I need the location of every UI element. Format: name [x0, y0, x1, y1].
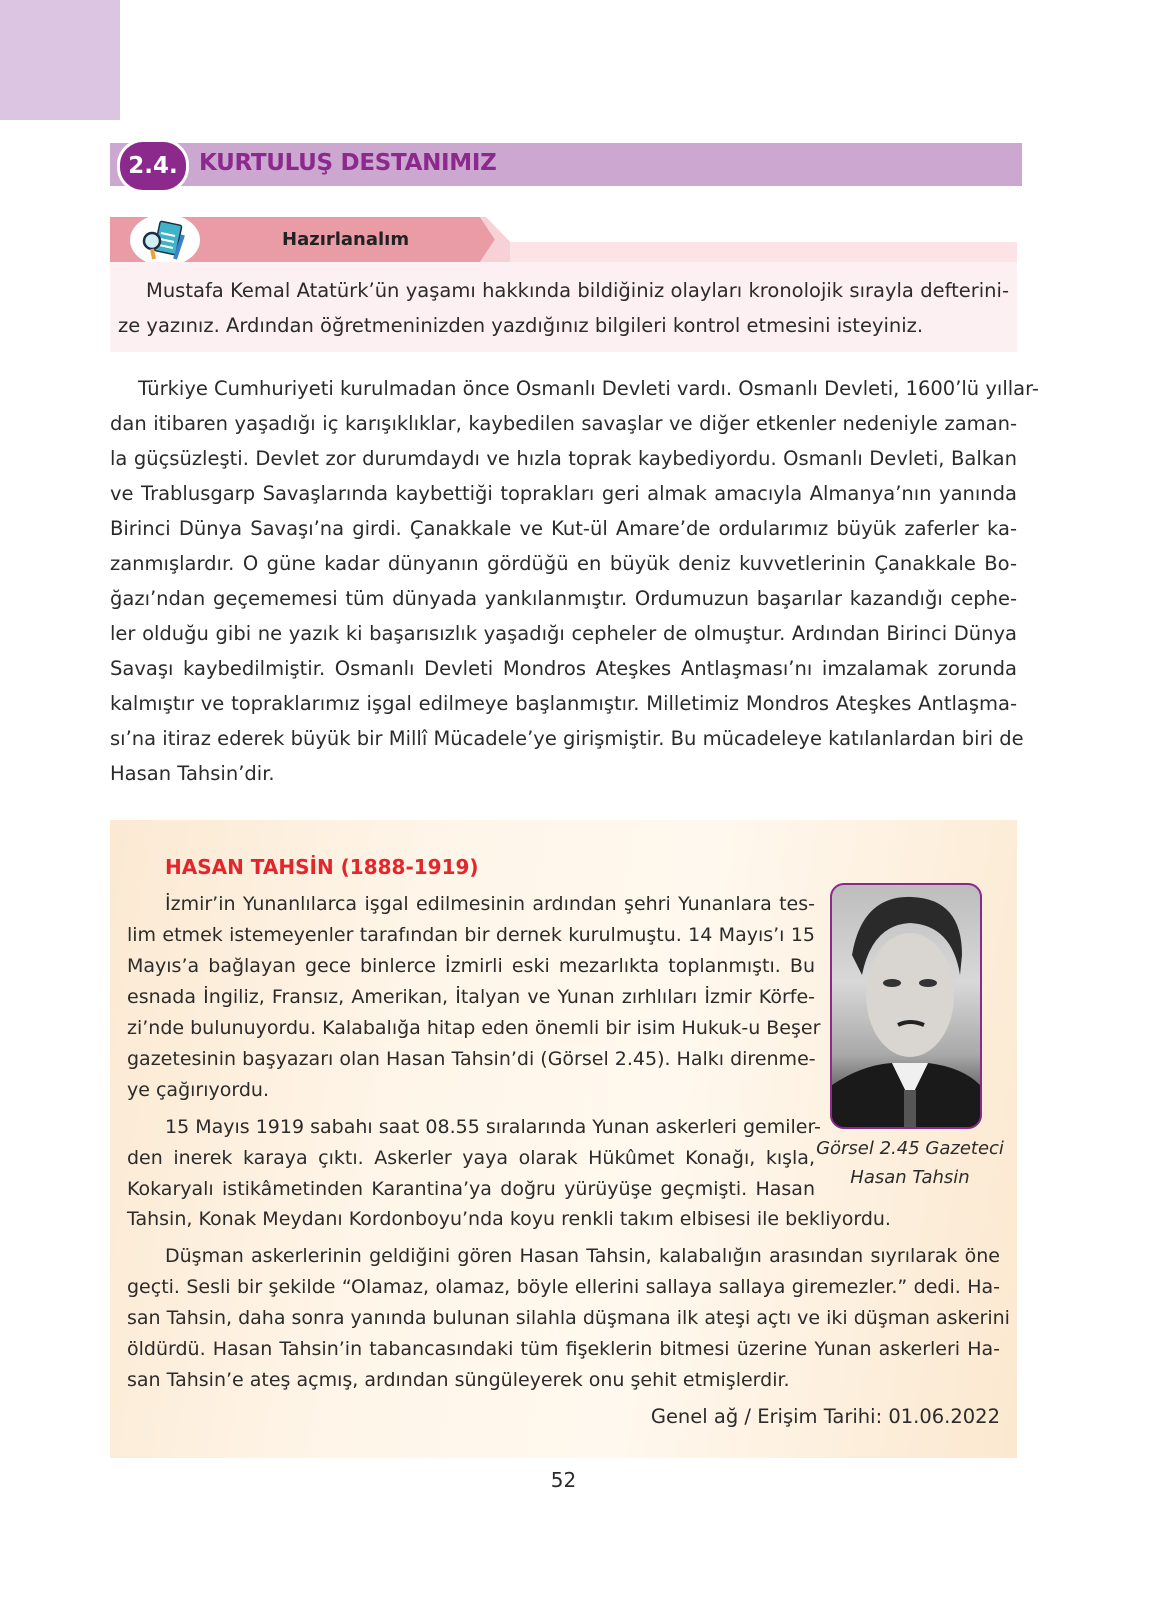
- text-line: ze yazınız. Ardından öğretmeninizden yazdığınız bilgileri kontrol etmesini isteyiniz.: [118, 314, 924, 337]
- page-number: 52: [550, 1468, 577, 1492]
- caption-line: Görsel 2.45 Gazeteci: [816, 1138, 1004, 1159]
- text-line: Savaşı kaybedilmiştir. Osmanlı Devleti Mondros Ateşkes Antlaşması’nı imzalamak zorunda: [110, 657, 1017, 680]
- source-citation: Genel ağ / Erişim Tarihi: 01.06.2022: [650, 1405, 1000, 1428]
- info-box-title: HASAN TAHSİN (1888-1919): [165, 855, 479, 879]
- text-line: geçti. Sesli bir şekilde “Olamaz, olamaz, böyle ellerini sallaya sallaya giremezler.” dedi. Ha-: [127, 1276, 1000, 1298]
- text-line: ler olduğu gibi ne yazık ki başarısızlık yaşadığı cepheler de olmuştur. Ardından Birinci Dünya: [110, 622, 1017, 645]
- text-line: Birinci Dünya Savaşı’na girdi. Çanakkale ve Kut-ül Amare’de ordularımız büyük zaferler ka-: [110, 517, 1017, 540]
- text-line: ve Trablusgarp Savaşlarında kaybettiği toprakları geri almak amacıyla Almanya’nın yanında: [110, 482, 1017, 505]
- prepare-box: [110, 262, 1017, 352]
- text-line: dan itibaren yaşadığı iç karışıklıklar, kaybedilen savaşlar ve diğer etkenler nedeniyle zaman-: [110, 412, 1017, 435]
- notebook-magnifier-icon: [130, 214, 200, 266]
- text-line: lim etmek istemeyenler tarafından bir dernek kurulmuştu. 14 Mayıs’ı 15: [127, 924, 815, 946]
- caption-line: Hasan Tahsin: [850, 1167, 970, 1188]
- photo-caption: [812, 1134, 1008, 1192]
- text-line: la güçsüzleşti. Devlet zor durumdaydı ve hızla toprak kaybediyordu. Osmanlı Devleti, Balkan: [110, 447, 1017, 470]
- prepare-label: Hazırlanalım: [282, 229, 410, 250]
- text-line: ğazı’ndan geçememesi tüm dünyada yankılanmıştır. Ordumuzun başarılar kazandığı cephe-: [110, 587, 1017, 610]
- text-line: 15 Mayıs 1919 sabahı saat 08.55 sıralarında Yunan askerleri gemiler-: [165, 1116, 821, 1138]
- text-line: zi’nde bulunuyordu. Kalabalığa hitap eden önemli bir isim Hukuk-u Beşer: [127, 1017, 821, 1039]
- text-line: Hasan Tahsin’dir.: [110, 762, 275, 785]
- text-line: san Tahsin’e ateş açmış, ardından süngüleyerek onu şehit etmişlerdir.: [127, 1369, 790, 1391]
- text-line: den inerek karaya çıktı. Askerler yaya olarak Hükûmet Konağı, kışla,: [127, 1147, 815, 1169]
- text-line: Düşman askerlerinin geldiğini gören Hasan Tahsin, kalabalığın arasından sıyrılarak öne: [165, 1245, 1000, 1267]
- text-line: ye çağırıyordu.: [127, 1079, 269, 1101]
- text-line: İzmir’in Yunanlılarca işgal edilmesinin ardından şehri Yunanlara tes-: [165, 893, 815, 915]
- text-line: Kokaryalı istikâmetinden Karantina’ya doğru yürüyüşe geçmişti. Hasan: [127, 1178, 815, 1200]
- text-line: sı’na itiraz ederek büyük bir Millî Mücadele’ye girişmiştir. Bu mücadeleye katılanlardan biri de: [110, 727, 1024, 750]
- text-line: zanmışlardır. O güne kadar dünyanın gördüğü en büyük deniz kuvvetlerinin Çanakkale Bo-: [110, 552, 1017, 575]
- prepare-band: [490, 242, 1017, 262]
- portrait-photo: [830, 883, 982, 1129]
- text-line: gazetesinin başyazarı olan Hasan Tahsin’di (Görsel 2.45). Halkı direnme-: [127, 1048, 816, 1070]
- text-line: Mustafa Kemal Atatürk’ün yaşamı hakkında bildiğiniz olayları kronolojik sırayla defterini-: [146, 279, 1009, 302]
- corner-tab: [0, 0, 120, 120]
- text-line: öldürdü. Hasan Tahsin’in tabancasındaki tüm fişeklerin bitmesi üzerine Yunan askerleri Ha-: [127, 1338, 1000, 1360]
- text-line: esnada İngiliz, Fransız, Amerikan, İtalyan ve Yunan zırhlıları İzmir Körfe-: [127, 986, 815, 1008]
- text-line: kalmıştır ve topraklarımız işgal edilmeye başlanmıştır. Milletimiz Mondros Ateşkes Antlaşma-: [110, 692, 1017, 715]
- text-line: Türkiye Cumhuriyeti kurulmadan önce Osmanlı Devleti vardı. Osmanlı Devleti, 1600’lü yıllar-: [138, 377, 1039, 400]
- section-title: KURTULUŞ DESTANIMIZ: [199, 150, 497, 176]
- text-line: Mayıs’a bağlayan gece binlerce İzmirli eski mezarlıkta toplanmıştı. Bu: [127, 955, 815, 977]
- text-line: san Tahsin, daha sonra yanında bulunan silahla düşmana ilk ateşi açtı ve iki düşman askerini: [127, 1307, 1010, 1329]
- text-line: Tahsin, Konak Meydanı Kordonboyu’nda koyu renkli takım elbisesi ile bekliyordu.: [127, 1208, 891, 1230]
- section-number-badge: 2.4.: [117, 139, 189, 193]
